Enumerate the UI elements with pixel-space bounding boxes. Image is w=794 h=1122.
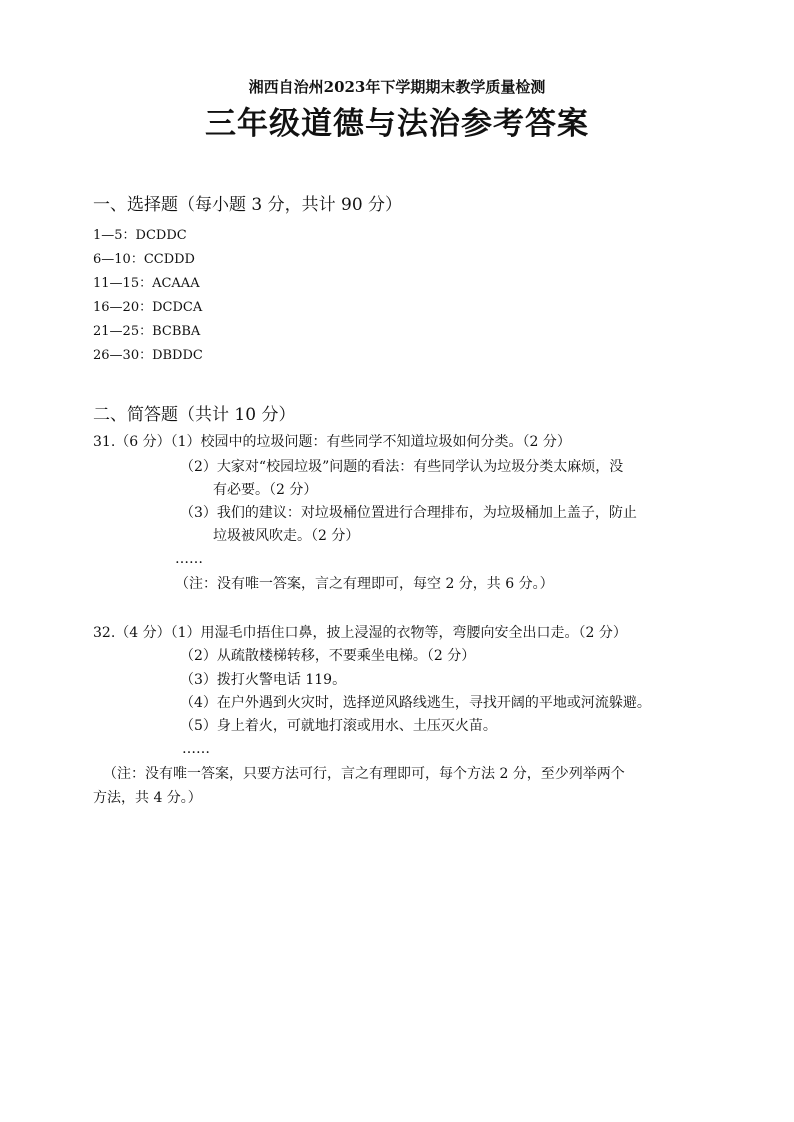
q31-ellipsis: …… bbox=[175, 551, 203, 567]
section-short-answer-heading: 二、简答题（共计 10 分） bbox=[93, 405, 296, 425]
q32-note-line-1: （注：没有唯一答案，只要方法可行，言之有理即可，每个方法 2 分，至少列举两个 bbox=[103, 766, 625, 782]
q31-line-2: （2）大家对“校园垃圾”问题的看法：有些同学认为垃圾分类太麻烦，没 bbox=[180, 459, 624, 475]
q32-line-1: 32.（4 分）（1）用湿毛巾捂住口鼻，披上浸湿的衣物等，弯腰向安全出口走。（2 分） bbox=[93, 625, 627, 641]
page-title: 三年级道德与法治参考答案 bbox=[205, 106, 589, 142]
q31-note: （注：没有唯一答案，言之有理即可，每空 2 分，共 6 分。） bbox=[175, 576, 554, 592]
q31-line-5: 垃圾被风吹走。（2 分） bbox=[213, 528, 360, 544]
choice-answer-row: 26—30：DBDDC bbox=[93, 348, 203, 363]
section-choice-heading: 一、选择题（每小题 3 分，共计 90 分） bbox=[93, 195, 403, 215]
exam-subtitle: 湘西自治州2023年下学期期末教学质量检测 bbox=[248, 78, 546, 96]
choice-answer-list bbox=[93, 224, 203, 368]
q31-line-4: （3）我们的建议：对垃圾桶位置进行合理排布，为垃圾桶加上盖子，防止 bbox=[180, 505, 637, 521]
choice-answer-row: 1—5：DCDDC bbox=[93, 228, 187, 243]
choice-answer-row: 21—25：BCBBA bbox=[93, 324, 201, 339]
q32-line-2: （2）从疏散楼梯转移，不要乘坐电梯。（2 分） bbox=[180, 648, 476, 664]
q32-note-line-2: 方法，共 4 分。） bbox=[93, 790, 202, 806]
q32-line-5: （5）身上着火，可就地打滚或用水、土压灭火苗。 bbox=[180, 718, 497, 734]
q32-ellipsis: …… bbox=[182, 741, 210, 757]
choice-answer-row: 11—15：ACAAA bbox=[93, 276, 200, 291]
choice-answer-row: 16—20：DCDCA bbox=[93, 300, 203, 315]
q32-line-4: （4）在户外遇到火灾时，选择逆风路线逃生，寻找开阔的平地或河流躲避。 bbox=[180, 695, 651, 711]
q32-line-3: （3）拨打火警电话 119。 bbox=[180, 672, 347, 688]
choice-answer-row: 6—10：CCDDD bbox=[93, 252, 195, 267]
q31-line-3: 有必要。（2 分） bbox=[213, 482, 318, 498]
q31-line-1: 31.（6 分）（1）校园中的垃圾问题：有些同学不知道垃圾如何分类。（2 分） bbox=[93, 434, 571, 450]
